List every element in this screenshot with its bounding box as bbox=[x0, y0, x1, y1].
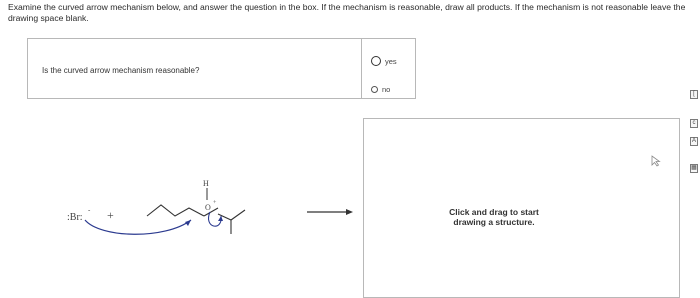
option-yes-label: yes bbox=[385, 56, 397, 66]
radio-yes[interactable] bbox=[371, 56, 381, 66]
option-no[interactable] bbox=[371, 85, 390, 94]
option-no-label: no bbox=[382, 85, 391, 94]
drawing-canvas[interactable] bbox=[363, 118, 680, 298]
arrowhead-bromide bbox=[185, 220, 191, 226]
question-box bbox=[27, 38, 362, 99]
plus-sign: + bbox=[107, 208, 114, 222]
option-yes[interactable] bbox=[371, 56, 397, 66]
reaction-mechanism bbox=[55, 170, 275, 245]
answer-options bbox=[362, 38, 416, 99]
radio-no[interactable] bbox=[371, 86, 378, 93]
oxygen-charge: + bbox=[213, 200, 217, 206]
cursor-icon bbox=[651, 155, 661, 167]
tool-bracket-icon[interactable]: [ bbox=[690, 90, 698, 99]
methyl-branch bbox=[231, 210, 245, 220]
instructions-text: Examine the curved arrow mechanism below, and answer the question in the box. If the mechanism is reasonable, draw all products. If the mechanism is not reasonable leave the drawing space blank. bbox=[8, 2, 686, 23]
hydrogen-label: H bbox=[203, 179, 209, 188]
curved-arrow-bromide bbox=[85, 220, 191, 234]
drawing-prompt: Click and drag to start drawing a structure. bbox=[449, 207, 539, 227]
tool-charge-icon[interactable]: A bbox=[691, 138, 696, 144]
tool-chain-icon[interactable]: c bbox=[690, 119, 698, 128]
bromide-ion: :Br: bbox=[67, 212, 83, 223]
bromide-charge: - bbox=[88, 206, 91, 214]
carbon-chain bbox=[147, 205, 204, 216]
question-text: Is the curved arrow mechanism reasonable? bbox=[42, 66, 200, 75]
reaction-arrow bbox=[305, 206, 355, 218]
arrowhead-oxygen bbox=[218, 216, 223, 221]
tool-template-icon[interactable]: ▦ bbox=[691, 165, 697, 171]
oxygen-label: O bbox=[205, 203, 211, 212]
